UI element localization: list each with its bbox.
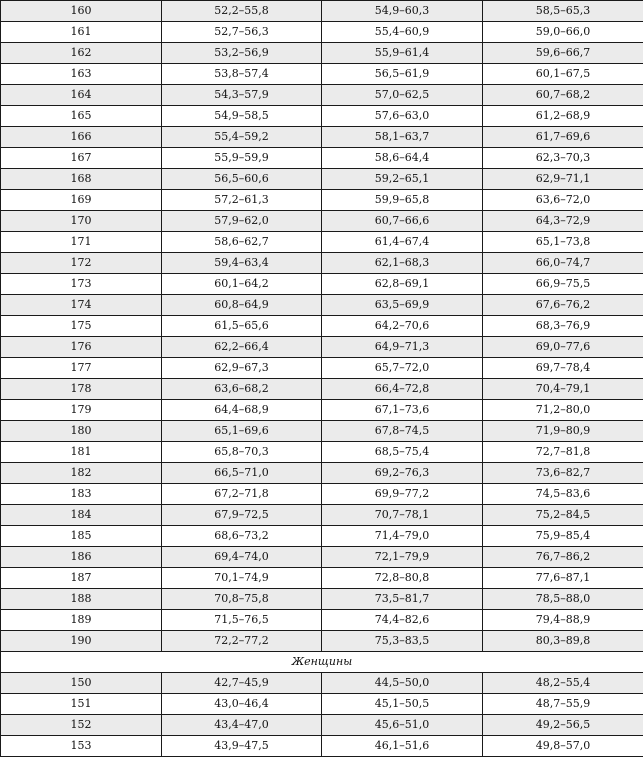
range-wide-cell: 69,7–78,4 [483,358,643,379]
range-normal-cell: 71,4–79,0 [322,526,483,547]
table-row [1,127,643,148]
range-normal-cell: 56,5–61,9 [322,64,483,85]
range-wide-cell: 66,9–75,5 [483,274,643,295]
height-cell: 186 [1,547,162,568]
table-row [1,106,643,127]
range-wide-cell: 59,0–66,0 [483,22,643,43]
range-narrow-cell: 61,5–65,6 [162,316,322,337]
table-row [1,484,643,505]
range-normal-cell: 61,4–67,4 [322,232,483,253]
range-wide-cell: 61,2–68,9 [483,106,643,127]
height-cell: 181 [1,442,162,463]
range-wide-cell: 62,9–71,1 [483,169,643,190]
height-cell: 175 [1,316,162,337]
table-row [1,85,643,106]
table-row [1,631,643,652]
range-normal-cell: 57,0–62,5 [322,85,483,106]
table-row [1,442,643,463]
range-wide-cell: 69,0–77,6 [483,337,643,358]
table-row [1,43,643,64]
table-row [1,379,643,400]
range-wide-cell: 63,6–72,0 [483,190,643,211]
range-narrow-cell: 55,4–59,2 [162,127,322,148]
range-normal-cell: 64,2–70,6 [322,316,483,337]
range-narrow-cell: 56,5–60,6 [162,169,322,190]
height-cell: 184 [1,505,162,526]
range-normal-cell: 66,4–72,8 [322,379,483,400]
range-wide-cell: 71,2–80,0 [483,400,643,421]
range-normal-cell: 63,5–69,9 [322,295,483,316]
range-normal-cell: 68,5–75,4 [322,442,483,463]
range-narrow-cell: 52,7–56,3 [162,22,322,43]
range-wide-cell: 78,5–88,0 [483,589,643,610]
table-body [1,1,643,757]
range-normal-cell: 59,9–65,8 [322,190,483,211]
section-label: Женщины [1,652,643,673]
range-normal-cell: 58,1–63,7 [322,127,483,148]
range-normal-cell: 70,7–78,1 [322,505,483,526]
height-cell: 165 [1,106,162,127]
range-normal-cell: 67,1–73,6 [322,400,483,421]
range-narrow-cell: 54,3–57,9 [162,85,322,106]
range-wide-cell: 65,1–73,8 [483,232,643,253]
range-narrow-cell: 57,9–62,0 [162,211,322,232]
range-narrow-cell: 70,1–74,9 [162,568,322,589]
range-normal-cell: 45,1–50,5 [322,694,483,715]
table-row [1,22,643,43]
range-normal-cell: 58,6–64,4 [322,148,483,169]
range-narrow-cell: 62,2–66,4 [162,337,322,358]
range-normal-cell: 60,7–66,6 [322,211,483,232]
height-cell: 166 [1,127,162,148]
range-normal-cell: 72,1–79,9 [322,547,483,568]
table-row [1,568,643,589]
range-narrow-cell: 57,2–61,3 [162,190,322,211]
range-wide-cell: 71,9–80,9 [483,421,643,442]
height-cell: 187 [1,568,162,589]
range-normal-cell: 69,2–76,3 [322,463,483,484]
range-narrow-cell: 53,8–57,4 [162,64,322,85]
range-narrow-cell: 43,9–47,5 [162,736,322,757]
height-cell: 179 [1,400,162,421]
table-row [1,400,643,421]
height-cell: 168 [1,169,162,190]
range-narrow-cell: 70,8–75,8 [162,589,322,610]
table-row [1,253,643,274]
height-cell: 152 [1,715,162,736]
range-wide-cell: 70,4–79,1 [483,379,643,400]
range-wide-cell: 67,6–76,2 [483,295,643,316]
table-row [1,610,643,631]
range-wide-cell: 72,7–81,8 [483,442,643,463]
range-narrow-cell: 58,6–62,7 [162,232,322,253]
range-narrow-cell: 55,9–59,9 [162,148,322,169]
range-normal-cell: 62,1–68,3 [322,253,483,274]
range-narrow-cell: 69,4–74,0 [162,547,322,568]
height-cell: 164 [1,85,162,106]
table-row [1,1,643,22]
height-cell: 151 [1,694,162,715]
height-cell: 160 [1,1,162,22]
table-row [1,589,643,610]
range-wide-cell: 48,7–55,9 [483,694,643,715]
range-narrow-cell: 67,2–71,8 [162,484,322,505]
range-wide-cell: 76,7–86,2 [483,547,643,568]
range-narrow-cell: 53,2–56,9 [162,43,322,64]
height-cell: 162 [1,43,162,64]
height-cell: 169 [1,190,162,211]
table-row [1,694,643,715]
range-wide-cell: 60,7–68,2 [483,85,643,106]
table-row [1,211,643,232]
range-narrow-cell: 67,9–72,5 [162,505,322,526]
height-cell: 173 [1,274,162,295]
range-narrow-cell: 52,2–55,8 [162,1,322,22]
height-cell: 188 [1,589,162,610]
range-narrow-cell: 43,4–47,0 [162,715,322,736]
range-normal-cell: 45,6–51,0 [322,715,483,736]
table-row [1,316,643,337]
range-normal-cell: 64,9–71,3 [322,337,483,358]
range-narrow-cell: 62,9–67,3 [162,358,322,379]
range-wide-cell: 59,6–66,7 [483,43,643,64]
height-cell: 171 [1,232,162,253]
range-normal-cell: 65,7–72,0 [322,358,483,379]
table-row [1,526,643,547]
range-narrow-cell: 71,5–76,5 [162,610,322,631]
range-wide-cell: 75,9–85,4 [483,526,643,547]
range-wide-cell: 60,1–67,5 [483,64,643,85]
height-cell: 170 [1,211,162,232]
range-narrow-cell: 43,0–46,4 [162,694,322,715]
table-row [1,673,643,694]
table-row [1,505,643,526]
table-row [1,232,643,253]
range-normal-cell: 73,5–81,7 [322,589,483,610]
range-wide-cell: 73,6–82,7 [483,463,643,484]
range-narrow-cell: 65,1–69,6 [162,421,322,442]
height-cell: 153 [1,736,162,757]
table-row [1,337,643,358]
range-wide-cell: 77,6–87,1 [483,568,643,589]
section-header-row [1,652,643,673]
range-narrow-cell: 72,2–77,2 [162,631,322,652]
height-cell: 163 [1,64,162,85]
height-cell: 180 [1,421,162,442]
range-wide-cell: 79,4–88,9 [483,610,643,631]
range-wide-cell: 62,3–70,3 [483,148,643,169]
table-row [1,190,643,211]
table-row [1,547,643,568]
range-normal-cell: 69,9–77,2 [322,484,483,505]
range-wide-cell: 58,5–65,3 [483,1,643,22]
range-wide-cell: 49,8–57,0 [483,736,643,757]
height-cell: 174 [1,295,162,316]
range-narrow-cell: 65,8–70,3 [162,442,322,463]
table-row [1,169,643,190]
range-narrow-cell: 66,5–71,0 [162,463,322,484]
range-normal-cell: 75,3–83,5 [322,631,483,652]
range-wide-cell: 74,5–83,6 [483,484,643,505]
range-normal-cell: 57,6–63,0 [322,106,483,127]
height-cell: 161 [1,22,162,43]
range-narrow-cell: 54,9–58,5 [162,106,322,127]
range-normal-cell: 72,8–80,8 [322,568,483,589]
table-row [1,463,643,484]
range-normal-cell: 44,5–50,0 [322,673,483,694]
range-narrow-cell: 60,1–64,2 [162,274,322,295]
range-normal-cell: 59,2–65,1 [322,169,483,190]
height-cell: 189 [1,610,162,631]
range-wide-cell: 80,3–89,8 [483,631,643,652]
range-normal-cell: 62,8–69,1 [322,274,483,295]
range-normal-cell: 67,8–74,5 [322,421,483,442]
height-cell: 172 [1,253,162,274]
table-row [1,358,643,379]
range-narrow-cell: 64,4–68,9 [162,400,322,421]
height-cell: 177 [1,358,162,379]
height-cell: 185 [1,526,162,547]
table-row [1,64,643,85]
range-narrow-cell: 42,7–45,9 [162,673,322,694]
range-wide-cell: 66,0–74,7 [483,253,643,274]
range-wide-cell: 48,2–55,4 [483,673,643,694]
range-normal-cell: 74,4–82,6 [322,610,483,631]
range-wide-cell: 64,3–72,9 [483,211,643,232]
range-narrow-cell: 59,4–63,4 [162,253,322,274]
table-row [1,736,643,757]
range-wide-cell: 49,2–56,5 [483,715,643,736]
range-narrow-cell: 60,8–64,9 [162,295,322,316]
range-narrow-cell: 63,6–68,2 [162,379,322,400]
height-cell: 190 [1,631,162,652]
table-row [1,148,643,169]
range-normal-cell: 55,9–61,4 [322,43,483,64]
range-normal-cell: 46,1–51,6 [322,736,483,757]
range-normal-cell: 54,9–60,3 [322,1,483,22]
table-row [1,421,643,442]
height-cell: 178 [1,379,162,400]
range-wide-cell: 68,3–76,9 [483,316,643,337]
table-row [1,295,643,316]
table-row [1,274,643,295]
range-normal-cell: 55,4–60,9 [322,22,483,43]
height-cell: 150 [1,673,162,694]
height-cell: 167 [1,148,162,169]
height-cell: 176 [1,337,162,358]
range-wide-cell: 61,7–69,6 [483,127,643,148]
range-wide-cell: 75,2–84,5 [483,505,643,526]
table-row [1,715,643,736]
range-narrow-cell: 68,6–73,2 [162,526,322,547]
height-cell: 182 [1,463,162,484]
height-cell: 183 [1,484,162,505]
